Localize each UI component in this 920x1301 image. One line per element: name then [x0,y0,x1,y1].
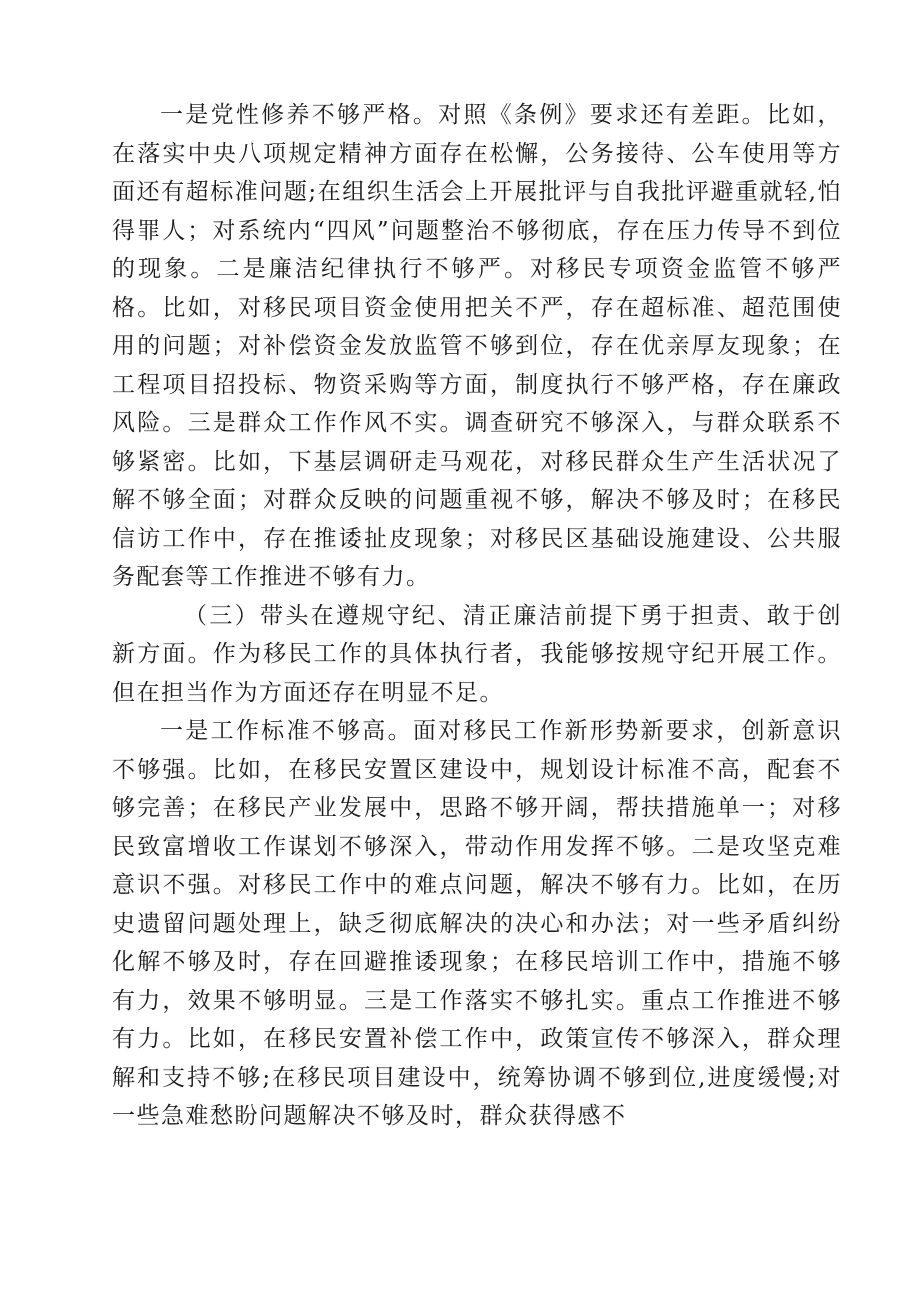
document-page [112,96,842,1136]
paragraph-party-discipline: 一是党性修养不够严格。对照《条例》要求还有差距。比如，在落实中央八项规定精神方面存在松懈，公务接待、公车使用等方面还有超标准问题;在组织生活会上开展批评与自我批评避重就轻,怕得罪人；对系统内“四风”问题整治不够彻底，存在压力传导不到位的现象。二是廉洁纪律执行不够严。对移民专项资金监管不够严格。比如，对移民项目资金使用把关不严，存在超标准、超范围使用的问题；对补偿资金发放监管不够到位，存在优亲厚友现象；在工程项目招投标、物资采购等方面，制度执行不够严格，存在廉政风险。三是群众工作作风不实。调查研究不够深入，与群众联系不够紧密。比如，下基层调研走马观花，对移民群众生产生活状况了解不够全面；对群众反映的问题重视不够，解决不够及时；在移民信访工作中，存在推诿扯皮现象；对移民区基础设施建设、公共服务配套等工作推进不够有力。 [112,102,842,590]
paragraph-section-three-heading: （三）带头在遵规守纪、清正廉洁前提下勇于担责、敢于创新方面。作为移民工作的具体执行者，我能够按规守纪开展工作。但在担当作为方面还存在明显不足。 [112,602,842,706]
paragraph-work-standards: 一是工作标准不够高。面对移民工作新形势新要求，创新意识不够强。比如，在移民安置区建设中，规划设计标准不高，配套不够完善；在移民产业发展中，思路不够开阔，帮扶措施单一；对移民致富增收工作谋划不够深入，带动作用发挥不够。二是攻坚克难意识不强。对移民工作中的难点问题，解决不够有力。比如，在历史遗留问题处理上，缺乏彻底解决的决心和办法；对一些矛盾纠纷化解不够及时，存在回避推诿现象；在移民培训工作中，措施不够有力，效果不够明显。三是工作落实不够扎实。重点工作推进不够有力。比如，在移民安置补偿工作中，政策宣传不够深入，群众理解和支持不够;在移民项目建设中，统筹协调不够到位,进度缓慢;对一些急难愁盼问题解决不够及时，群众获得感不 [112,718,842,1129]
